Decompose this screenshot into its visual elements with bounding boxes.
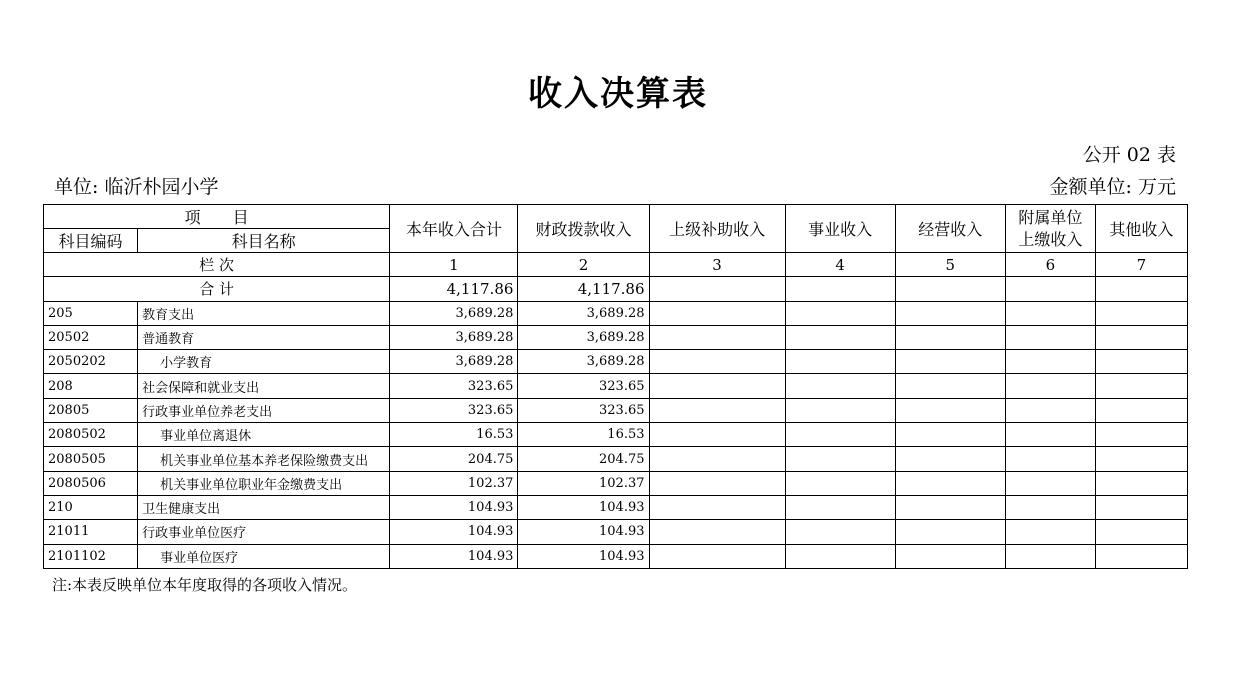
row-c1: 3,689.28 — [390, 301, 518, 325]
table-row — [44, 374, 1188, 398]
empty-cell — [649, 374, 785, 398]
row-c1: 104.93 — [390, 495, 518, 519]
table-row — [44, 544, 1188, 568]
row-name: 普通教育 — [138, 325, 390, 349]
row-code: 2101102 — [44, 544, 138, 568]
empty-cell — [649, 423, 785, 447]
row-c2: 16.53 — [518, 423, 649, 447]
empty-cell — [895, 423, 1005, 447]
row-name: 社会保障和就业支出 — [138, 374, 390, 398]
row-c2: 3,689.28 — [518, 301, 649, 325]
header-col1: 本年收入合计 — [390, 205, 518, 253]
row-c1: 3,689.28 — [390, 325, 518, 349]
empty-cell — [1095, 301, 1187, 325]
empty-cell — [785, 423, 895, 447]
empty-cell — [785, 398, 895, 422]
row-code: 2050202 — [44, 350, 138, 374]
col-index: 1 — [390, 253, 518, 277]
total-c2: 4,117.86 — [518, 277, 649, 301]
table-row — [44, 398, 1188, 422]
empty-cell — [1005, 374, 1095, 398]
empty-cell — [895, 471, 1005, 495]
row-c2: 3,689.28 — [518, 325, 649, 349]
row-c1: 204.75 — [390, 447, 518, 471]
empty-cell — [895, 495, 1005, 519]
empty-cell — [895, 447, 1005, 471]
row-c2: 323.65 — [518, 374, 649, 398]
row-c2: 104.93 — [518, 520, 649, 544]
empty-cell — [649, 520, 785, 544]
table-row — [44, 447, 1188, 471]
table-row — [44, 423, 1188, 447]
row-name: 事业单位离退休 — [138, 423, 390, 447]
empty-cell — [1005, 423, 1095, 447]
header-col2: 财政拨款收入 — [518, 205, 649, 253]
row-code: 2080505 — [44, 447, 138, 471]
total-row — [44, 277, 1188, 301]
header-col5: 经营收入 — [895, 205, 1005, 253]
empty-cell — [785, 374, 895, 398]
row-c1: 104.93 — [390, 520, 518, 544]
header-col3: 上级补助收入 — [649, 205, 785, 253]
empty-cell — [895, 398, 1005, 422]
row-name: 教育支出 — [138, 301, 390, 325]
empty-cell — [649, 471, 785, 495]
row-code: 2080502 — [44, 423, 138, 447]
empty-cell — [895, 325, 1005, 349]
unit-label: 单位: 临沂朴园小学 — [54, 176, 219, 198]
empty-cell — [649, 277, 785, 301]
empty-cell — [1095, 277, 1187, 301]
empty-cell — [895, 301, 1005, 325]
empty-cell — [1005, 495, 1095, 519]
row-c2: 104.93 — [518, 544, 649, 568]
table-row — [44, 350, 1188, 374]
row-name: 行政事业单位医疗 — [138, 520, 390, 544]
empty-cell — [1095, 350, 1187, 374]
empty-cell — [785, 544, 895, 568]
money-unit-label: 金额单位: 万元 — [1049, 176, 1176, 198]
table-row — [44, 520, 1188, 544]
header-col7: 其他收入 — [1095, 205, 1187, 253]
total-c1: 4,117.86 — [390, 277, 518, 301]
header-item: 项 目 — [44, 205, 390, 229]
row-c1: 102.37 — [390, 471, 518, 495]
empty-cell — [785, 471, 895, 495]
empty-cell — [785, 350, 895, 374]
row-code: 2080506 — [44, 471, 138, 495]
empty-cell — [785, 447, 895, 471]
empty-cell — [1005, 471, 1095, 495]
footnote: 注:本表反映单位本年度取得的各项收入情况。 — [52, 576, 358, 594]
empty-cell — [1095, 423, 1187, 447]
total-label: 合 计 — [44, 277, 390, 301]
row-c2: 104.93 — [518, 495, 649, 519]
empty-cell — [1095, 520, 1187, 544]
empty-cell — [785, 301, 895, 325]
empty-cell — [1005, 398, 1095, 422]
empty-cell — [1005, 277, 1095, 301]
header-name: 科目名称 — [138, 229, 390, 253]
row-name: 行政事业单位养老支出 — [138, 398, 390, 422]
col-index: 3 — [649, 253, 785, 277]
empty-cell — [1005, 520, 1095, 544]
row-name: 卫生健康支出 — [138, 495, 390, 519]
empty-cell — [1005, 301, 1095, 325]
income-table — [43, 204, 1188, 569]
empty-cell — [895, 277, 1005, 301]
empty-cell — [895, 350, 1005, 374]
lanci-label: 栏 次 — [44, 253, 390, 277]
table-row — [44, 301, 1188, 325]
empty-cell — [895, 374, 1005, 398]
row-c2: 323.65 — [518, 398, 649, 422]
empty-cell — [649, 325, 785, 349]
empty-cell — [649, 301, 785, 325]
row-code: 20502 — [44, 325, 138, 349]
header-col6-line1: 附属单位 — [1018, 207, 1083, 227]
col-index: 6 — [1005, 253, 1095, 277]
empty-cell — [785, 520, 895, 544]
empty-cell — [649, 447, 785, 471]
empty-cell — [1005, 350, 1095, 374]
empty-cell — [1095, 447, 1187, 471]
empty-cell — [1005, 325, 1095, 349]
row-c2: 102.37 — [518, 471, 649, 495]
empty-cell — [1005, 447, 1095, 471]
row-name: 小学教育 — [138, 350, 390, 374]
empty-cell — [649, 544, 785, 568]
row-code: 205 — [44, 301, 138, 325]
row-name: 事业单位医疗 — [138, 544, 390, 568]
col-index: 7 — [1095, 253, 1187, 277]
empty-cell — [649, 350, 785, 374]
empty-cell — [1095, 544, 1187, 568]
row-c1: 323.65 — [390, 374, 518, 398]
page-title: 收入决算表 — [528, 74, 708, 114]
empty-cell — [1095, 398, 1187, 422]
row-c1: 104.93 — [390, 544, 518, 568]
row-c2: 204.75 — [518, 447, 649, 471]
row-code: 20805 — [44, 398, 138, 422]
row-name: 机关事业单位基本养老保险缴费支出 — [138, 447, 390, 471]
row-c2: 3,689.28 — [518, 350, 649, 374]
empty-cell — [1095, 374, 1187, 398]
header-col6-line2: 上缴收入 — [1018, 229, 1083, 249]
header-code: 科目编码 — [44, 229, 138, 253]
empty-cell — [1095, 325, 1187, 349]
header-col4: 事业收入 — [785, 205, 895, 253]
col-index: 2 — [518, 253, 649, 277]
empty-cell — [895, 520, 1005, 544]
header-col6 — [1005, 205, 1095, 253]
row-c1: 323.65 — [390, 398, 518, 422]
empty-cell — [649, 495, 785, 519]
row-c1: 16.53 — [390, 423, 518, 447]
empty-cell — [649, 398, 785, 422]
empty-cell — [895, 544, 1005, 568]
row-code: 21011 — [44, 520, 138, 544]
col-index: 5 — [895, 253, 1005, 277]
table-row — [44, 325, 1188, 349]
empty-cell — [785, 277, 895, 301]
empty-cell — [1095, 471, 1187, 495]
empty-cell — [1095, 495, 1187, 519]
row-code: 208 — [44, 374, 138, 398]
table-row — [44, 471, 1188, 495]
row-c1: 3,689.28 — [390, 350, 518, 374]
table-row — [44, 495, 1188, 519]
form-number: 公开 02 表 — [1082, 144, 1176, 166]
empty-cell — [785, 495, 895, 519]
row-code: 210 — [44, 495, 138, 519]
empty-cell — [785, 325, 895, 349]
empty-cell — [1005, 544, 1095, 568]
col-index: 4 — [785, 253, 895, 277]
row-name: 机关事业单位职业年金缴费支出 — [138, 471, 390, 495]
